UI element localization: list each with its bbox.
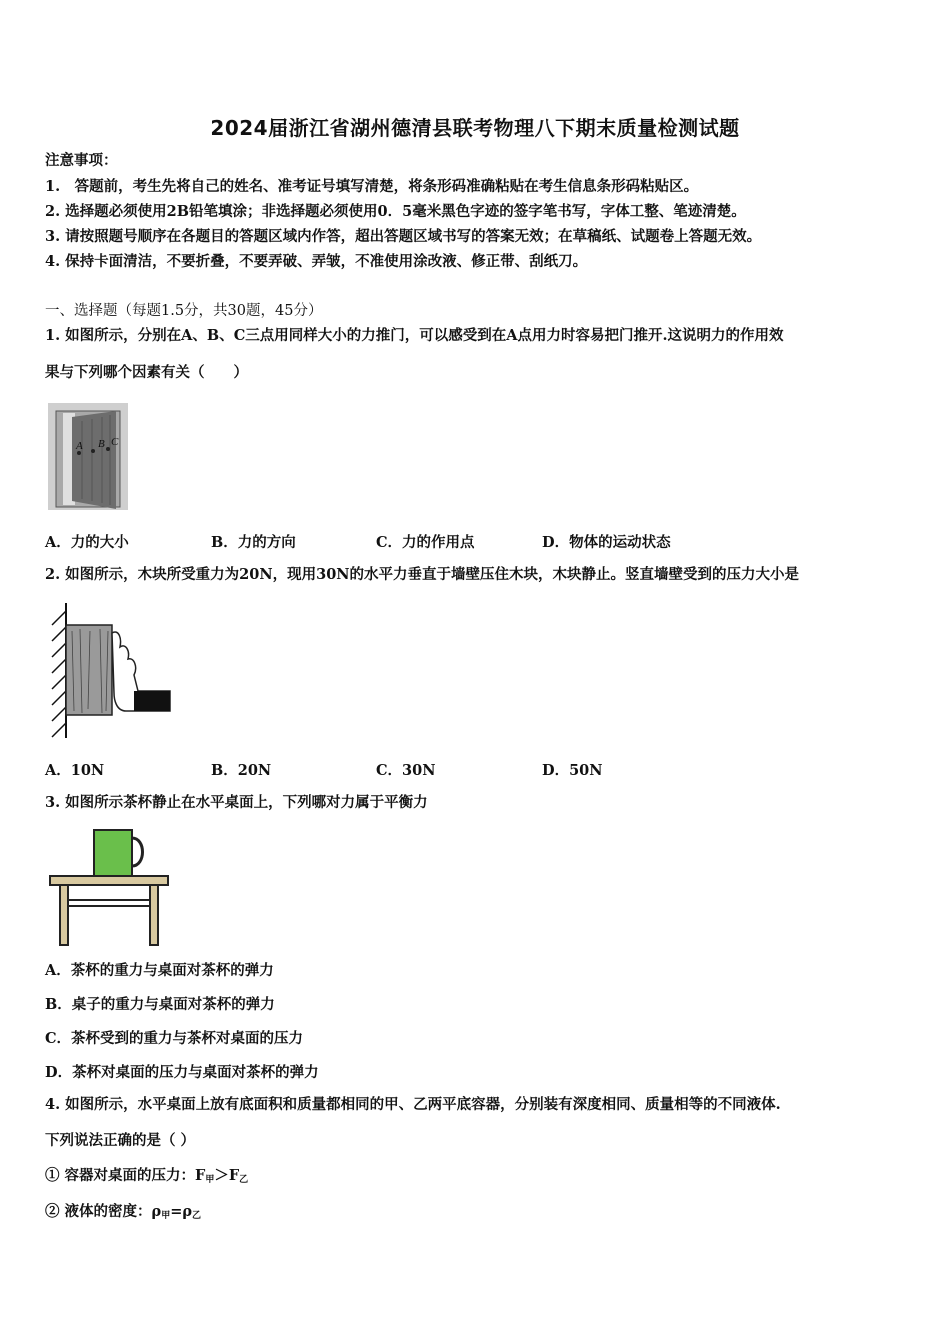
q1-option-b: B．力的方向 xyxy=(211,534,296,551)
cup-icon xyxy=(94,830,132,876)
sleeve xyxy=(134,691,170,711)
q2-option-c: C．30N xyxy=(376,762,436,779)
q3-option-d: D．茶杯对桌面的压力与桌面对茶杯的弹力 xyxy=(45,1064,319,1081)
wall-block-figure xyxy=(48,603,173,738)
q2-option-b: B．20N xyxy=(211,762,272,779)
notice-item-3: 3. 请按照题号顺序在各题目的答题区域内作答，超出答题区域书写的答案无效；在草稿纸、试题卷上答题无效。 xyxy=(45,228,762,245)
q2-option-a: A．10N xyxy=(45,762,105,779)
door-figure xyxy=(48,403,128,510)
q2-option-d: D．50N xyxy=(542,762,603,779)
door-label-a: A xyxy=(76,440,83,452)
notice-item-1: 1. 答题前，考生先将自己的姓名、准考证号填写清楚，将条形码准确粘贴在考生信息条形码粘贴区。 xyxy=(45,178,699,195)
q4-stem-line1: 4. 如图所示，水平桌面上放有底面积和质量都相同的甲、乙两平底容器，分别装有深度相同、质量相等的不同液体. xyxy=(45,1096,781,1113)
notice-item-4: 4. 保持卡面清洁，不要折叠，不要弄破、弄皱，不准使用涂改液、修正带、刮纸刀。 xyxy=(45,253,588,270)
cup-table-figure xyxy=(48,826,170,948)
wall-hatching xyxy=(52,611,66,737)
notice-item-2: 2. 选择题必须使用2B铅笔填涂；非选择题必须使用0．5毫米黑色字迹的签字笔书写，字体工整、笔迹清楚。 xyxy=(45,203,746,220)
table-leg-left xyxy=(60,885,68,945)
door-label-b: B xyxy=(98,438,105,450)
q4-statement-2: ② 液体的密度：$\rho_甲=\rho_乙$ xyxy=(45,1203,202,1221)
q1-stem-line2: 果与下列哪个因素有关（ ） xyxy=(45,364,248,381)
q2-stem: 2. 如图所示，木块所受重力为20N，现用30N的水平力垂直于墙壁压住木块，木块静止。竖直墙壁受到的压力大小是 xyxy=(45,566,800,583)
q3-option-c: C．茶杯受到的重力与茶杯对桌面的压力 xyxy=(45,1030,304,1047)
door-point-b xyxy=(91,449,95,453)
q1-option-a: A．力的大小 xyxy=(45,534,129,551)
q1-stem-line1: 1. 如图所示，分别在A、B、C三点用同样大小的力推门，可以感受到在A点用力时容易把门推开.这说明力的作用效 xyxy=(45,327,784,344)
page-title: 2024届浙江省湖州德清县联考物理八下期末质量检测试题 xyxy=(210,116,740,140)
q4-statement-1: ① 容器对桌面的压力：$F_甲>F_乙$ xyxy=(45,1167,249,1185)
q4-stem-line2: 下列说法正确的是（ ） xyxy=(45,1132,196,1149)
table-top xyxy=(50,876,168,885)
door-label-c: C xyxy=(111,436,119,448)
q1-option-d: D．物体的运动状态 xyxy=(542,534,671,551)
notice-heading: 注意事项： xyxy=(45,152,118,169)
door-leaf xyxy=(72,411,116,509)
q3-option-a: A．茶杯的重力与桌面对茶杯的弹力 xyxy=(45,962,274,979)
q3-stem: 3. 如图所示茶杯静止在水平桌面上，下列哪对力属于平衡力 xyxy=(45,794,428,811)
table-leg-right xyxy=(150,885,158,945)
section-heading: 一、选择题（每题1.5分，共30题，45分） xyxy=(45,303,323,319)
q3-option-b: B．桌子的重力与桌面对茶杯的弹力 xyxy=(45,996,275,1013)
cup-handle xyxy=(132,838,143,866)
door-point-c xyxy=(106,447,110,451)
q1-option-c: C．力的作用点 xyxy=(376,534,475,551)
